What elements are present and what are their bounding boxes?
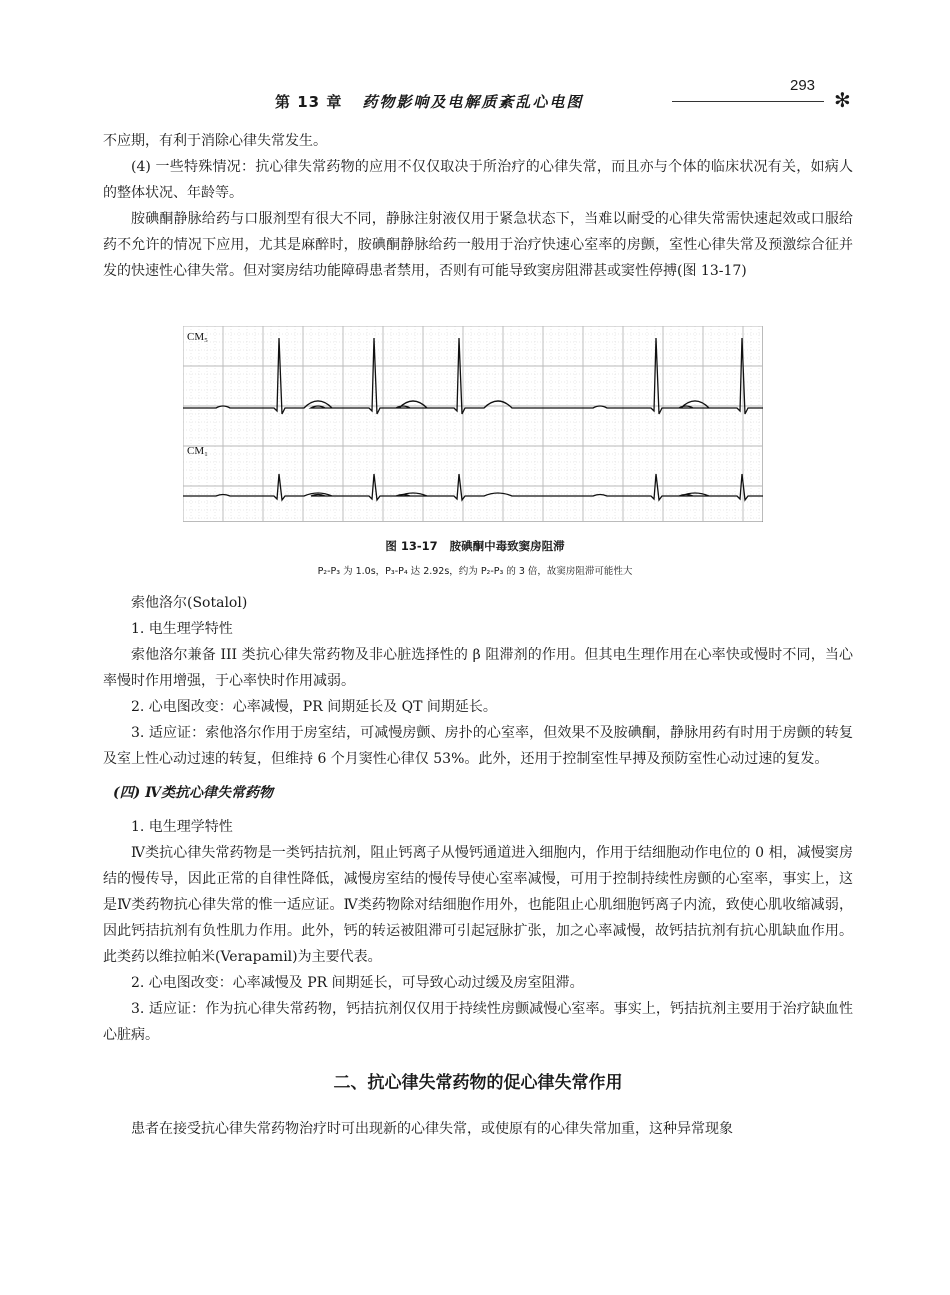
section-heading: 二、抗心律失常药物的促心律失常作用: [333, 1073, 623, 1093]
paragraph: Ⅳ类抗心律失常药物是一类钙拮抗剂，阻止钙离子从慢钙通道进入细胞内，作用于结细胞动作电位的 0 相，减慢窦房结的慢传导，因此正常的自律性降低，减慢房室结的慢传导使心室率减慢，可用于控制持续性房颤的心室率，事实上，这是Ⅳ类药物抗心律失常的惟一适应证。Ⅳ类药物除对结细胞作用外，也能阻止心肌细胞钙离子内流，致使心肌收缩减弱，因此钙拮抗剂有负性肌力作用。此外，钙的转运被阻滞可引起冠脉扩张，加之心率减慢，故钙拮抗剂有抗心肌缺血作用。此类药以维拉帕米(Verapamil)为主要代表。: [103, 845, 853, 965]
chapter-number: 第 13 章: [275, 93, 343, 111]
list-item: 3. 适应证：索他洛尔作用于房室结，可减慢房颤、房扑的心室率，但效果不及胺碘酮，静脉用药有时用于房颤的转复及室上性心动过速的转复，但维持 6 个月窦性心律仅 53%。此外，还用于控制室性早搏及预防室性心动过速的复发。: [103, 725, 853, 767]
top-text-block: [103, 128, 853, 284]
figure-note: P₂-P₃ 为 1.0s，P₃-P₄ 达 2.92s，约为 P₂-P₃ 的 3 倍，故窦房阻滞可能性大: [317, 566, 633, 577]
chapter-label: [275, 91, 583, 112]
paragraph: 患者在接受抗心律失常药物治疗时可出现新的心律失常，或使原有的心律失常加重，这种异常现象: [131, 1121, 733, 1137]
figure-number: 图 13-17: [385, 539, 438, 553]
figure-title: 胺碘酮中毒致窦房阻滞: [449, 539, 565, 553]
page-number: 293: [790, 77, 816, 94]
paragraph: (4) 一些特殊情况：抗心律失常药物的应用不仅仅取决于所治疗的心律失常，而且亦与个体的临床状况有关，如病人的整体状况、年龄等。: [103, 159, 853, 201]
ecg-strip: [183, 326, 763, 522]
chapter-title: 药物影响及电解质紊乱心电图: [362, 93, 584, 111]
list-item-title: 1. 电生理学特性: [131, 819, 233, 835]
paragraph: 不应期，有利于消除心律失常发生。: [103, 133, 327, 149]
ornament-star-icon: ✻: [834, 88, 851, 112]
ecg-frame: [183, 326, 763, 522]
paragraph: 胺碘酮静脉给药与口服剂型有很大不同，静脉注射液仅用于紧急状态下，当难以耐受的心律失常需快速起效或口服给药不允许的情况下应用，尤其是麻醉时，胺碘酮静脉给药一般用于治疗快速心室率的房颤，室性心律失常及预激综合征并发的快速性心律失常。但对窦房结功能障碍患者禁用，否则有可能导致窦房阻滞甚或窦性停搏(图 13-17): [103, 211, 853, 279]
header-rule: [672, 101, 824, 102]
drug-title: 索他洛尔(Sotalol): [131, 595, 248, 611]
list-item: 3. 适应证：作为抗心律失常药物，钙拮抗剂仅仅用于持续性房颤减慢心室率。事实上，钙拮抗剂主要用于治疗缺血性心脏病。: [103, 1001, 853, 1043]
list-item: 2. 心电图改变：心率减慢及 PR 间期延长，可导致心动过缓及房室阻滞。: [131, 975, 584, 991]
ecg-figure: [183, 326, 763, 522]
lower-text-block: [103, 590, 853, 1142]
running-header: [0, 60, 950, 110]
lead-label-bottom: CM₁: [187, 445, 208, 457]
list-item-title: 1. 电生理学特性: [131, 621, 233, 637]
lead-label-top: CM₅: [187, 331, 208, 343]
figure-caption: [0, 538, 950, 554]
list-item: 2. 心电图改变：心率减慢，PR 间期延长及 QT 间期延长。: [131, 699, 497, 715]
paragraph: 索他洛尔兼备 III 类抗心律失常药物及非心脏选择性的 β 阻滞剂的作用。但其电生理作用在心率快或慢时不同，当心率慢时作用增强，于心率快时作用减弱。: [103, 647, 853, 689]
subsection-heading: (四) Ⅳ类抗心律失常药物: [113, 785, 274, 801]
